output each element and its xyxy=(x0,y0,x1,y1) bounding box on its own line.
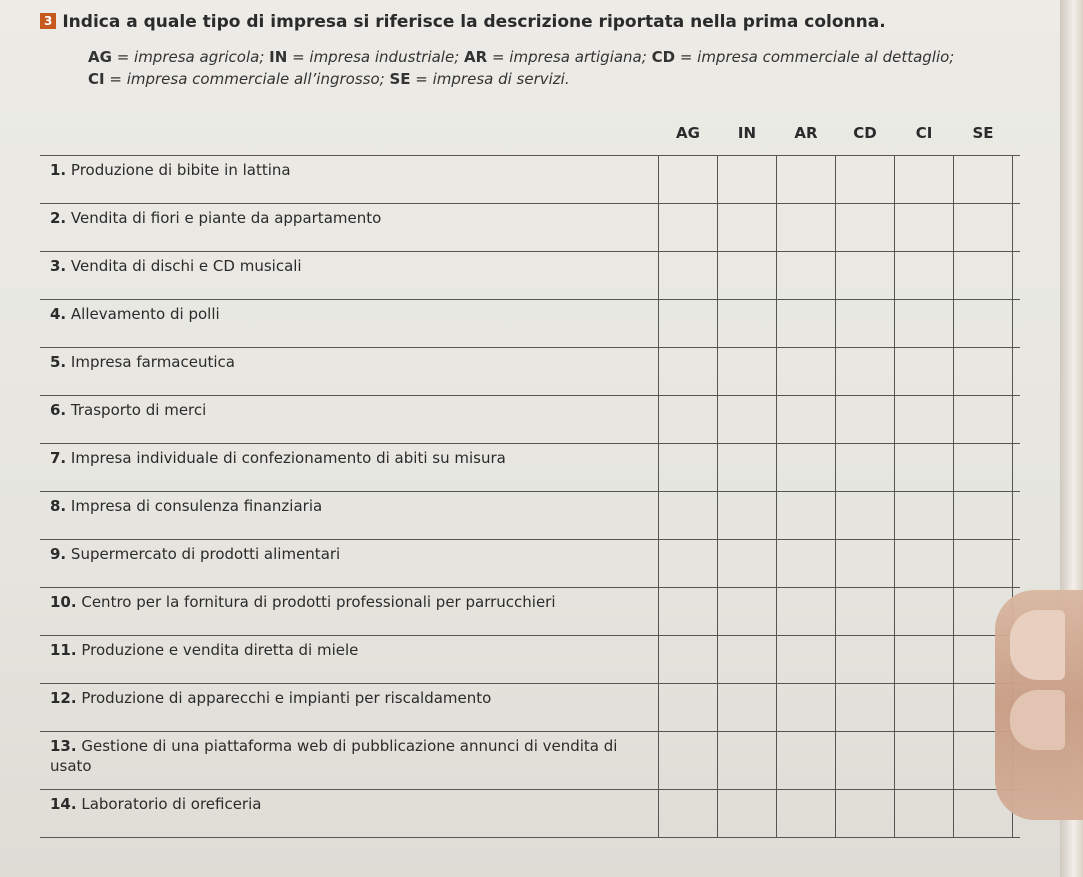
legend-code: CD xyxy=(651,48,676,66)
answer-cell-cd[interactable] xyxy=(835,204,895,252)
answer-cell-ar[interactable] xyxy=(776,300,836,348)
thumbnail-highlight xyxy=(1010,690,1065,750)
thumbnail-highlight xyxy=(1010,610,1065,680)
answer-cell-ag[interactable] xyxy=(658,636,718,684)
exercise-number-badge: 3 xyxy=(40,13,56,29)
legend-code: AG xyxy=(88,48,112,66)
row-text: Trasporto di merci xyxy=(70,401,207,419)
answer-cell-in[interactable] xyxy=(717,588,777,636)
row-text: Gestione di una piattaforma web di pubblicazione annunci di vendita di usato xyxy=(50,737,618,775)
answer-cell-ag[interactable] xyxy=(658,790,718,838)
answer-cell-ag[interactable] xyxy=(658,540,718,588)
answer-cell-in[interactable] xyxy=(717,790,777,838)
row-description xyxy=(50,352,640,372)
answer-cell-ar[interactable] xyxy=(776,588,836,636)
answer-cell-in[interactable] xyxy=(717,444,777,492)
row-text: Vendita di fiori e piante da appartamento xyxy=(70,209,382,227)
row-description xyxy=(50,688,640,708)
row-number: 6. xyxy=(50,401,67,419)
answer-cell-se[interactable] xyxy=(953,300,1013,348)
legend-desc: = impresa commerciale all’ingrosso; xyxy=(104,70,390,88)
answer-cell-ag[interactable] xyxy=(658,444,718,492)
table-row xyxy=(40,395,1020,444)
row-text: Laboratorio di oreficeria xyxy=(81,795,262,813)
row-description xyxy=(50,640,640,660)
answer-cell-cd[interactable] xyxy=(835,156,895,204)
row-text: Impresa individuale di confezionamento di abiti su misura xyxy=(70,449,506,467)
row-text: Produzione e vendita diretta di miele xyxy=(81,641,359,659)
column-header-se: SE xyxy=(972,123,994,142)
answer-cell-ar[interactable] xyxy=(776,636,836,684)
answer-cell-ar[interactable] xyxy=(776,684,836,732)
answer-cell-cd[interactable] xyxy=(835,540,895,588)
answer-cell-ci[interactable] xyxy=(894,396,954,444)
answer-cell-in[interactable] xyxy=(717,540,777,588)
row-description xyxy=(50,496,640,516)
legend-code: CI xyxy=(88,70,105,88)
answer-cell-se[interactable] xyxy=(953,540,1013,588)
legend-line-2 xyxy=(88,68,1048,90)
answer-cell-in[interactable] xyxy=(717,684,777,732)
row-number: 14. xyxy=(50,795,77,813)
table-row xyxy=(40,789,1020,838)
table-row xyxy=(40,299,1020,348)
answer-cell-in[interactable] xyxy=(717,636,777,684)
answer-cell-cd[interactable] xyxy=(835,492,895,540)
table-row xyxy=(40,731,1020,790)
answer-cell-ci[interactable] xyxy=(894,348,954,396)
answer-cell-ag[interactable] xyxy=(658,156,718,204)
answer-cell-ag[interactable] xyxy=(658,492,718,540)
answer-cell-cd[interactable] xyxy=(835,732,895,790)
row-number: 7. xyxy=(50,449,67,467)
answer-cell-cd[interactable] xyxy=(835,444,895,492)
row-number: 4. xyxy=(50,305,67,323)
answer-cell-ar[interactable] xyxy=(776,156,836,204)
legend-desc: = impresa di servizi. xyxy=(410,70,570,88)
table-right-border xyxy=(1012,396,1013,444)
table-right-border xyxy=(1012,348,1013,396)
legend-desc: = impresa industriale; xyxy=(287,48,465,66)
answer-cell-cd[interactable] xyxy=(835,252,895,300)
answer-cell-cd[interactable] xyxy=(835,588,895,636)
table-right-border xyxy=(1012,252,1013,300)
legend-desc: = impresa commerciale al dettaglio; xyxy=(675,48,955,66)
table-right-border xyxy=(1012,204,1013,252)
answer-cell-ag[interactable] xyxy=(658,300,718,348)
legend-code: IN xyxy=(269,48,288,66)
answer-cell-ci[interactable] xyxy=(894,156,954,204)
table-right-border xyxy=(1012,540,1013,588)
answer-cell-ci[interactable] xyxy=(894,444,954,492)
row-description xyxy=(50,736,640,776)
answer-cell-ar[interactable] xyxy=(776,790,836,838)
answer-cell-ag[interactable] xyxy=(658,348,718,396)
table-right-border xyxy=(1012,492,1013,540)
answer-cell-se[interactable] xyxy=(953,444,1013,492)
column-header-cd: CD xyxy=(853,123,877,142)
row-text: Supermercato di prodotti alimentari xyxy=(70,545,341,563)
answer-cell-ci[interactable] xyxy=(894,204,954,252)
table-row xyxy=(40,635,1020,684)
table-row xyxy=(40,203,1020,252)
table-row xyxy=(40,443,1020,492)
column-header-in: IN xyxy=(737,123,757,142)
row-number: 10. xyxy=(50,593,77,611)
table-row xyxy=(40,539,1020,588)
table-row xyxy=(40,347,1020,396)
answer-cell-se[interactable] xyxy=(953,252,1013,300)
answer-cell-ar[interactable] xyxy=(776,732,836,790)
table-row xyxy=(40,683,1020,732)
answer-cell-se[interactable] xyxy=(953,156,1013,204)
answer-cell-in[interactable] xyxy=(717,156,777,204)
answer-cell-cd[interactable] xyxy=(835,348,895,396)
row-number: 3. xyxy=(50,257,67,275)
row-number: 9. xyxy=(50,545,67,563)
table-bottom-border xyxy=(40,837,1020,838)
answer-cell-se[interactable] xyxy=(953,396,1013,444)
answer-cell-se[interactable] xyxy=(953,492,1013,540)
answer-cell-cd[interactable] xyxy=(835,396,895,444)
row-number: 13. xyxy=(50,737,77,755)
answer-cell-ci[interactable] xyxy=(894,790,954,838)
answer-cell-in[interactable] xyxy=(717,492,777,540)
answer-cell-ag[interactable] xyxy=(658,204,718,252)
answer-cell-ar[interactable] xyxy=(776,540,836,588)
row-description xyxy=(50,592,640,612)
legend-code: AR xyxy=(464,48,488,66)
row-description xyxy=(50,400,640,420)
exercise-instruction xyxy=(40,12,1030,32)
answer-cell-ar[interactable] xyxy=(776,492,836,540)
answer-cell-in[interactable] xyxy=(717,396,777,444)
answer-cell-ci[interactable] xyxy=(894,492,954,540)
answer-cell-ag[interactable] xyxy=(658,684,718,732)
answer-cell-ag[interactable] xyxy=(658,252,718,300)
row-text: Impresa di consulenza finanziaria xyxy=(70,497,323,515)
answer-cell-ci[interactable] xyxy=(894,684,954,732)
answer-cell-ci[interactable] xyxy=(894,540,954,588)
legend xyxy=(88,46,1048,90)
row-text: Centro per la fornitura di prodotti professionali per parrucchieri xyxy=(81,593,556,611)
row-text: Produzione di bibite in lattina xyxy=(70,161,291,179)
answer-cell-in[interactable] xyxy=(717,300,777,348)
row-text: Impresa farmaceutica xyxy=(70,353,235,371)
answer-cell-ci[interactable] xyxy=(894,252,954,300)
row-text: Vendita di dischi e CD musicali xyxy=(70,257,302,275)
answer-cell-se[interactable] xyxy=(953,204,1013,252)
answer-cell-ag[interactable] xyxy=(658,396,718,444)
answer-cell-ar[interactable] xyxy=(776,396,836,444)
legend-desc: = impresa agricola; xyxy=(111,48,270,66)
answer-cell-cd[interactable] xyxy=(835,790,895,838)
table-row xyxy=(40,491,1020,540)
row-number: 12. xyxy=(50,689,77,707)
column-header-ag: AG xyxy=(676,123,700,142)
legend-desc: = impresa artigiana; xyxy=(487,48,652,66)
answer-cell-ag[interactable] xyxy=(658,732,718,790)
row-description xyxy=(50,304,640,324)
answer-cell-in[interactable] xyxy=(717,348,777,396)
table-right-border xyxy=(1012,156,1013,204)
answer-cell-ci[interactable] xyxy=(894,588,954,636)
row-number: 11. xyxy=(50,641,77,659)
row-text: Produzione di apparecchi e impianti per riscaldamento xyxy=(81,689,492,707)
row-description xyxy=(50,160,640,180)
answer-cell-in[interactable] xyxy=(717,732,777,790)
row-description xyxy=(50,256,640,276)
answer-cell-in[interactable] xyxy=(717,204,777,252)
answer-cell-ci[interactable] xyxy=(894,732,954,790)
table-row xyxy=(40,251,1020,300)
table-right-border xyxy=(1012,300,1013,348)
answer-cell-ci[interactable] xyxy=(894,636,954,684)
answer-cell-ag[interactable] xyxy=(658,588,718,636)
answer-cell-ci[interactable] xyxy=(894,300,954,348)
column-header-ar: AR xyxy=(794,123,818,142)
column-header-ci: CI xyxy=(915,123,933,142)
exercise-instruction-text: Indica a quale tipo di impresa si riferisce la descrizione riportata nella prima colonna. xyxy=(62,12,886,32)
answer-cell-cd[interactable] xyxy=(835,300,895,348)
table-right-border xyxy=(1012,444,1013,492)
row-description xyxy=(50,544,640,564)
table-row xyxy=(40,155,1020,204)
answer-cell-in[interactable] xyxy=(717,252,777,300)
row-description xyxy=(50,794,640,814)
answer-cell-cd[interactable] xyxy=(835,684,895,732)
row-number: 5. xyxy=(50,353,67,371)
answer-cell-ar[interactable] xyxy=(776,204,836,252)
row-description xyxy=(50,208,640,228)
answer-cell-ar[interactable] xyxy=(776,444,836,492)
answer-cell-se[interactable] xyxy=(953,348,1013,396)
legend-line-1 xyxy=(88,46,1048,68)
table-row xyxy=(40,587,1020,636)
answer-cell-ar[interactable] xyxy=(776,252,836,300)
answer-cell-cd[interactable] xyxy=(835,636,895,684)
row-description xyxy=(50,448,640,468)
row-text: Allevamento di polli xyxy=(70,305,220,323)
answer-cell-ar[interactable] xyxy=(776,348,836,396)
legend-code: SE xyxy=(389,70,411,88)
row-number: 2. xyxy=(50,209,67,227)
row-number: 8. xyxy=(50,497,67,515)
row-number: 1. xyxy=(50,161,67,179)
